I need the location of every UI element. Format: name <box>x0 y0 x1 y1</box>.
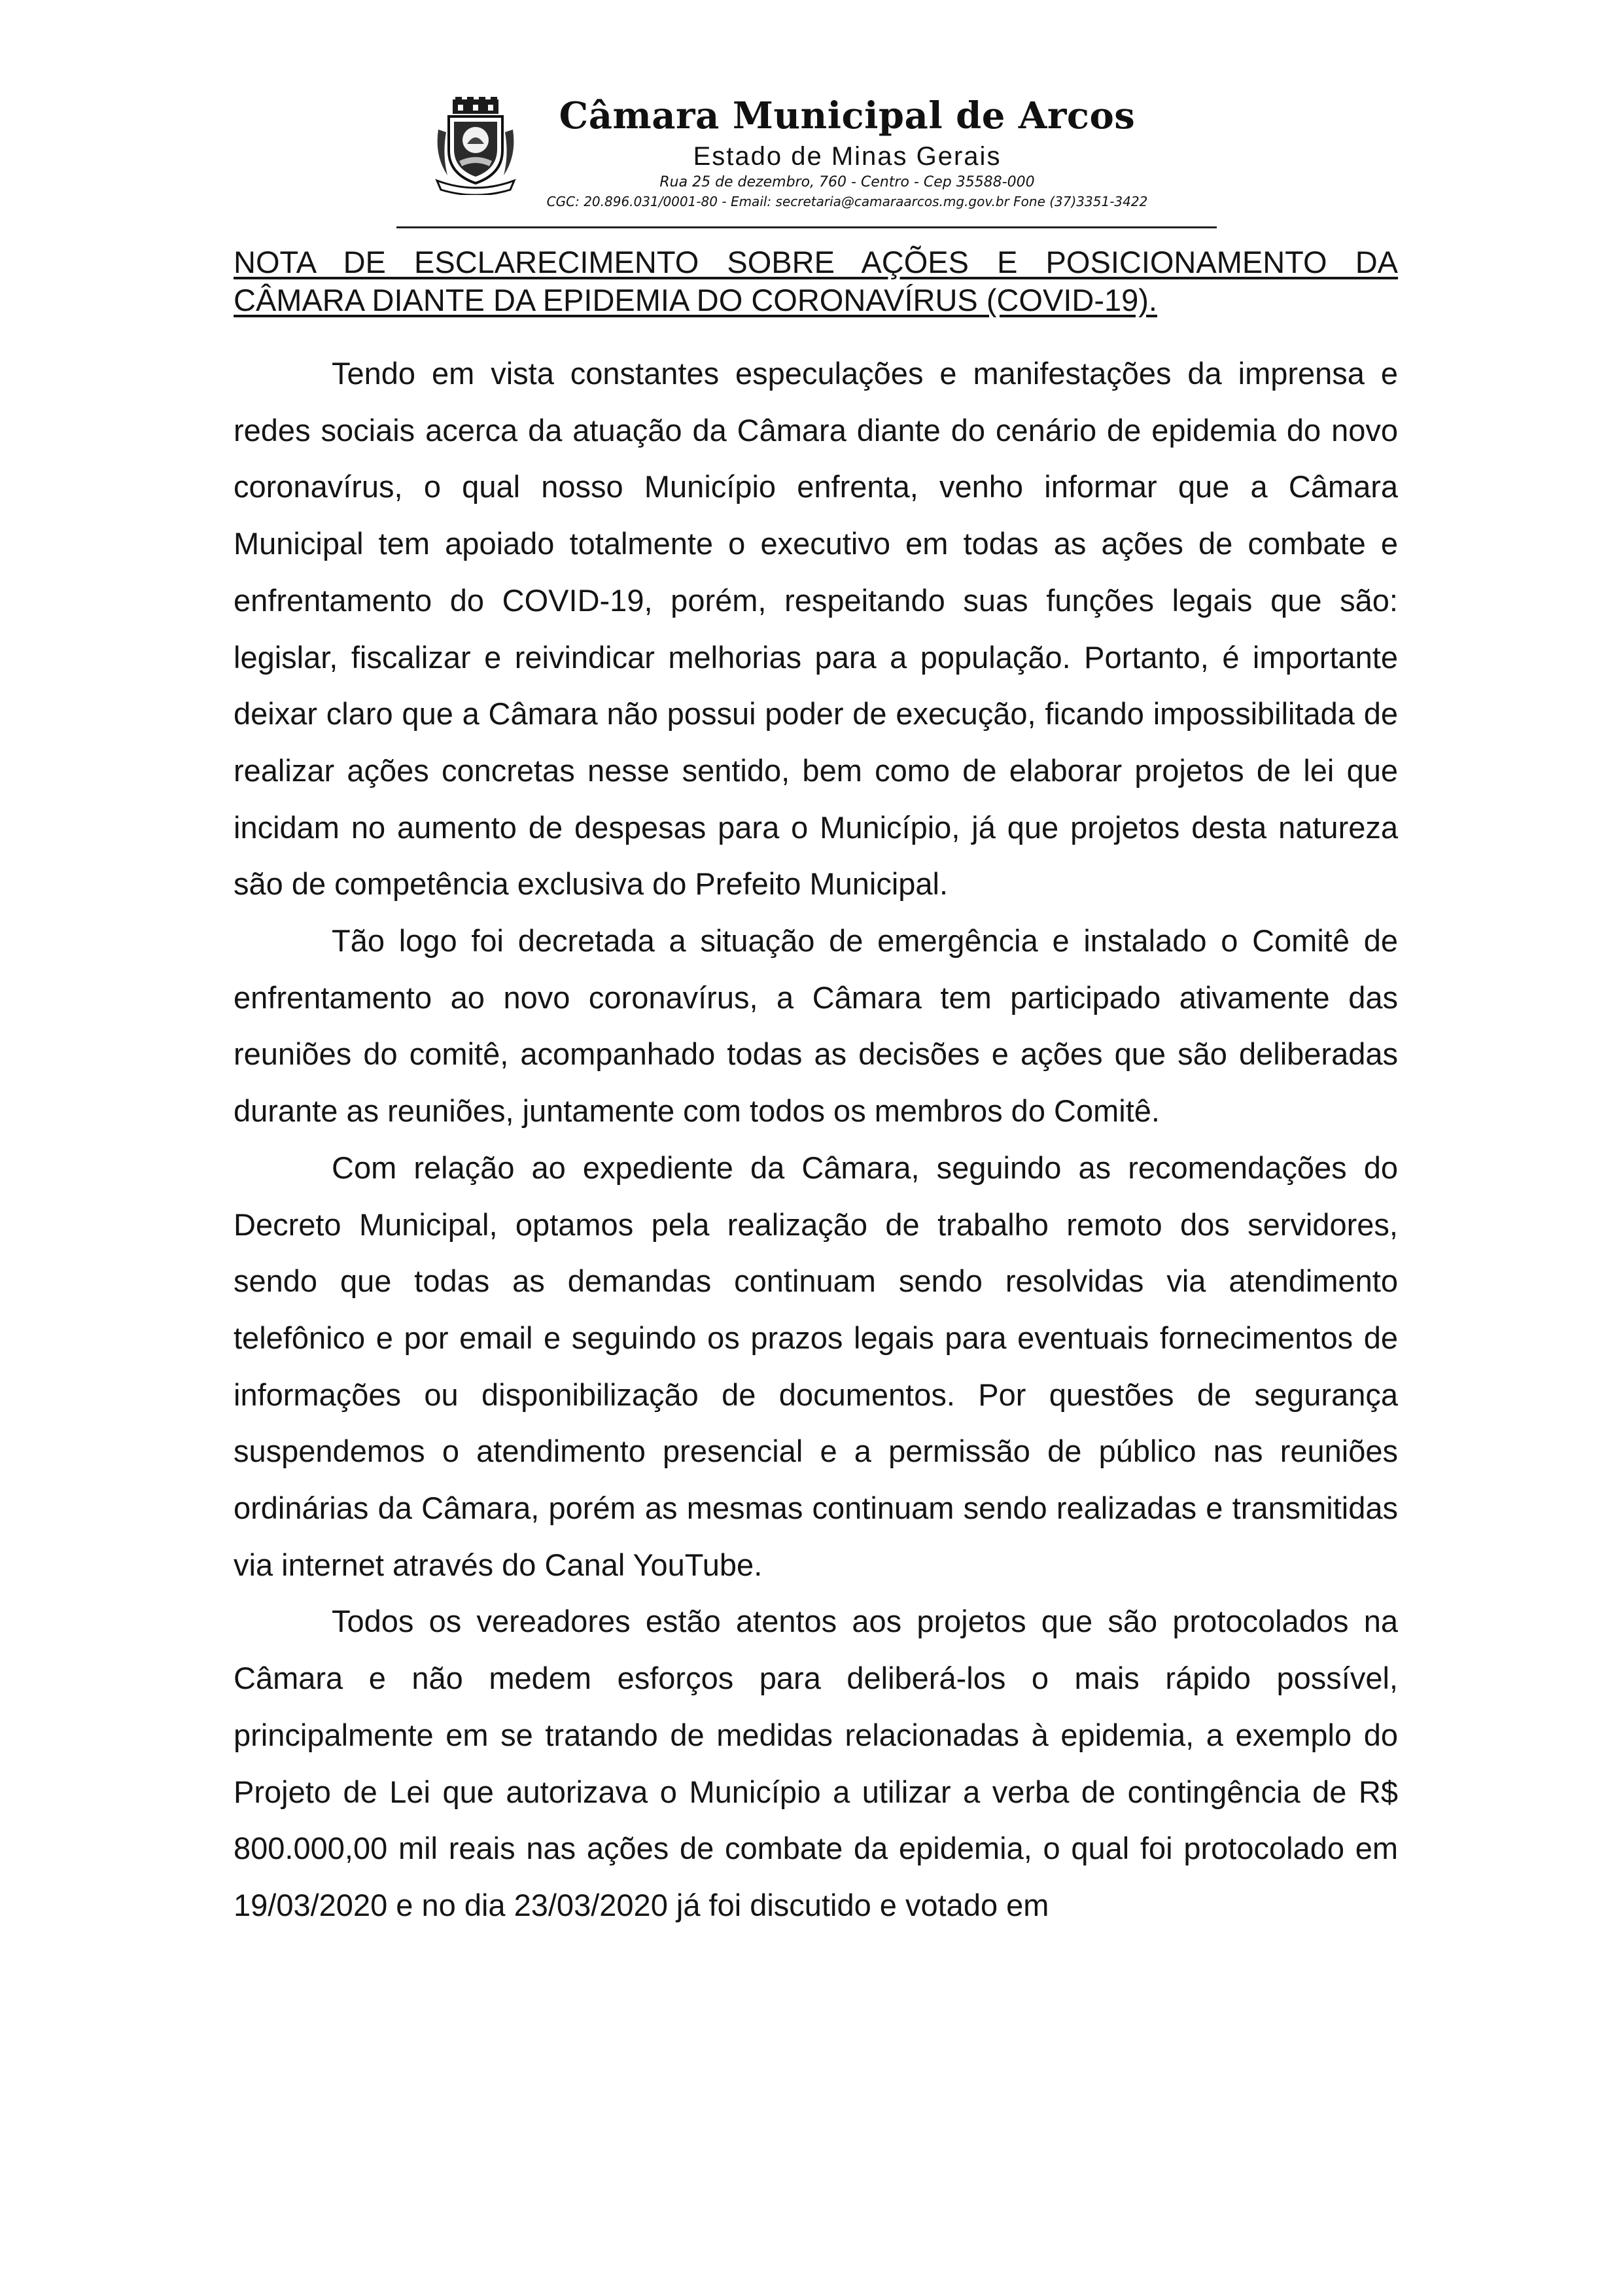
institution-address: Rua 25 de dezembro, 760 - Centro - Cep 35588-000 <box>659 174 1035 190</box>
institution-name: Câmara Municipal de Arcos <box>559 94 1136 137</box>
document-title: NOTA DE ESCLARECIMENTO SOBRE AÇÕES E POSICIONAMENTO DA CÂMARA DIANTE DA EPIDEMIA DO CORONAVÍRUS (COVID-19). <box>234 245 1398 317</box>
paragraph: Com relação ao expediente da Câmara, seguindo as recomendações do Decreto Municipal, optamos pela realização de trabalho remoto dos servidores, sendo que todas as demandas continuam sendo resolvidas via atendimento telefônico e por email e seguindo os prazos legais para eventuais fornecimentos de informações ou disponibilização de documentos. Por questões de segurança suspendemos o atendimento presencial e a permissão de público nas reuniões ordinárias da Câmara, porém as mesmas continuam sendo realizadas e transmitidas via internet através do Canal YouTube. <box>234 1150 1398 1582</box>
document-body <box>234 243 1398 1934</box>
institution-state: Estado de Minas Gerais <box>693 142 1002 171</box>
paragraph: Tão logo foi decretada a situação de emergência e instalado o Comitê de enfrentamento ao novo coronavírus, a Câmara tem participado ativamente das reuniões do comitê, acompanhado todas as decisões e ações que são deliberadas durante as reuniões, juntamente com todos os membros do Comitê. <box>234 923 1398 1129</box>
letterhead <box>393 92 1217 232</box>
letterhead-text <box>478 92 1217 211</box>
letterhead-divider <box>396 226 1217 228</box>
paragraph: Tendo em vista constantes especulações e manifestações da imprensa e redes sociais acerca da atuação da Câmara diante do cenário de epidemia do novo coronavírus, o qual nosso Município enfrenta, venho informar que a Câmara Municipal tem apoiado totalmente o executivo em todas as ações de combate e enfrentamento do COVID-19, porém, respeitando suas funções legais que são: legislar, fiscalizar e reivindicar melhorias para a população. Portanto, é importante deixar claro que a Câmara não possui poder de execução, ficando impossibilitada de realizar ações concretas nesse sentido, bem como de elaborar projetos de lei que incidam no aumento de despesas para o Município, já que projetos desta natureza são de competência exclusiva do Prefeito Municipal. <box>234 356 1398 902</box>
institution-contacts: CGC: 20.896.031/0001-80 - Email: secretaria@camaraarcos.mg.gov.br Fone (37)3351-3422 <box>546 194 1148 209</box>
paragraph: Todos os vereadores estão atentos aos projetos que são protocolados na Câmara e não medem esforços para deliberá-los o mais rápido possível, principalmente em se tratando de medidas relacionadas à epidemia, a exemplo do Projeto de Lei que autorizava o Município a utilizar a verba de contingência de R$ 800.000,00 mil reais nas ações de combate da epidemia, o qual foi protocolado em 19/03/2020 e no dia 23/03/2020 já foi discutido e votado em <box>234 1604 1398 1922</box>
